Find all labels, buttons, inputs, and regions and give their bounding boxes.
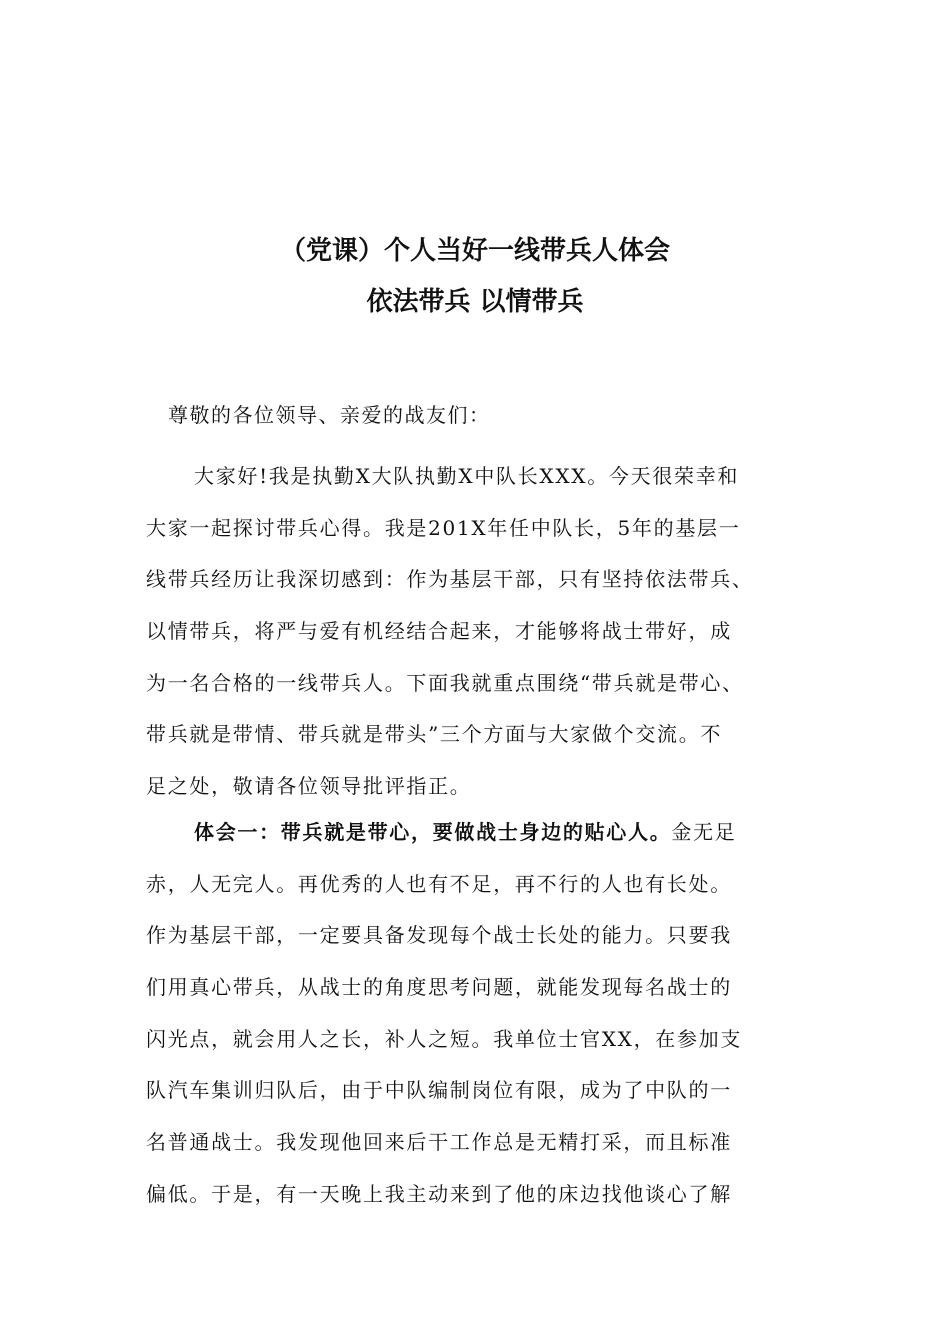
text-line — [146, 807, 806, 859]
text-line: 大家好!我是执勤X大队执勤X中队长XXX。今天很荣幸和 — [194, 464, 740, 488]
text-line: 赤，人无完人。再优秀的人也有不足，再不行的人也有长处。 — [146, 871, 732, 896]
document-title: （党课）个人当好一线带兵人体会 — [279, 236, 670, 266]
text-line: 作为基层干部，一定要具备发现每个战士长处的能力。只要我 — [146, 923, 732, 948]
text-line: 线带兵经历让我深切感到：作为基层干部，只有坚持依法带兵、 — [146, 567, 754, 592]
paragraph-intro — [146, 451, 806, 813]
text-line: 带兵就是带情、带兵就是带头”三个方面与大家做个交流。不 — [146, 722, 723, 747]
section-heading: 体会一：带兵就是带心，要做战士身边的贴心人。 — [194, 820, 672, 844]
paragraph-insight-one — [146, 807, 806, 1221]
text-line: 以情带兵，将严与爱有机经结合起来，才能够将战士带好，成 — [146, 619, 732, 644]
text-line: 偏低。于是，有一天晚上我主动来到了他的床边找他谈心了解 — [146, 1181, 732, 1206]
text-line: 足之处，敬请各位领导批评指正。 — [146, 774, 472, 799]
text-line: 闪光点，就会用人之长，补人之短。我单位士官XX，在参加支 — [146, 1026, 743, 1051]
salutation: 尊敬的各位领导、亲爱的战友们： — [168, 403, 491, 427]
text-run: 金无足 — [671, 820, 737, 844]
text-line: 大家一起探讨带兵心得。我是201X年任中队长，5年的基层一 — [146, 515, 741, 540]
text-line: 为一名合格的一线带兵人。下面我就重点围绕“带兵就是带心、 — [146, 670, 744, 695]
text-line: 们用真心带兵，从战士的角度思考问题，就能发现每名战士的 — [146, 975, 732, 1000]
text-line: 名普通战士。我发现他回来后干工作总是无精打采，而且标准 — [146, 1130, 732, 1155]
document-subtitle: 依法带兵 以情带兵 — [366, 287, 584, 317]
text-line: 队汽车集训归队后，由于中队编制岗位有限，成为了中队的一 — [146, 1078, 732, 1103]
